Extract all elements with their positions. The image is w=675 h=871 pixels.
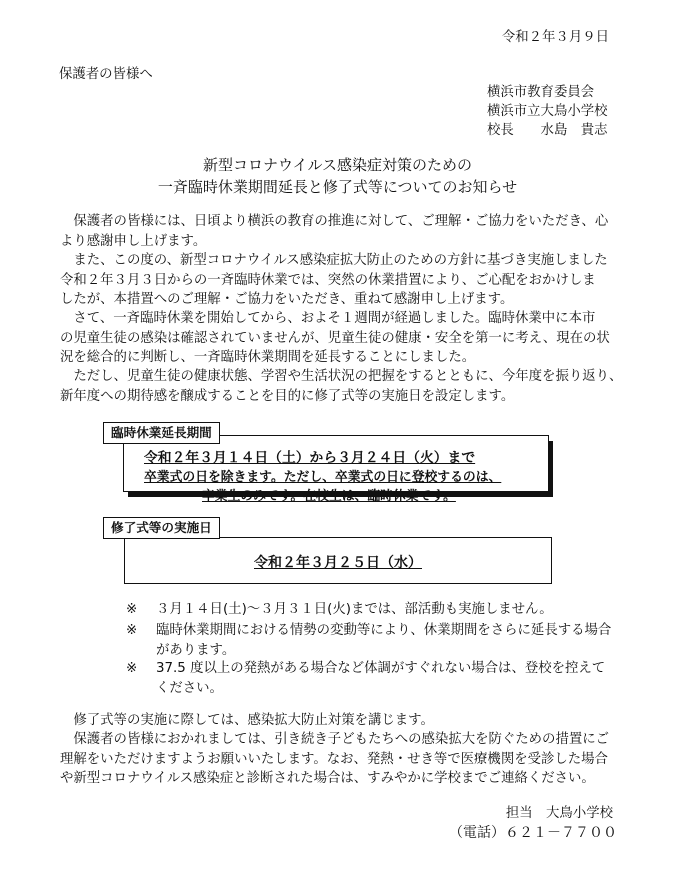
body-line: 保護者の皆様におかれましては、引き続き子どもたちへの感染拡大を防ぐための措置にご [60,732,610,747]
body-line: 令和２年３月３日からの一斉臨時休業では、突然の休業措置により、ご心配をおかけしま [60,272,596,288]
body-line: ただし、児童生徒の健康状態、学習や生活状況の把握をするとともに、今年度を振り返り、 [60,369,623,384]
body-line: 況を総合的に判断し、一斉臨時休業期間を延長することにしました。 [60,350,476,365]
closure-note-line-1: 卒業式の日を除きます。ただし、卒業式の日に登校するのは、 [144,470,502,485]
note-line: があります。 [156,642,236,658]
body-line: 修了式等の実施に際しては、感染拡大防止対策を講じます。 [60,713,434,728]
closure-period: 令和２年３月１４日（土）から３月２４日（火）まで [144,450,476,466]
body-line: の児童生徒の感染は確認されていませんが、児童生徒の健康・安全を第一に考え、現在の状 [60,330,610,346]
body-paragraph-4 [60,367,623,406]
sender-principal: 校長 水島 貴志 [487,123,608,138]
document-date: 令和２年３月９日 [501,30,609,45]
body-line: や新型コロナウイルス感染症と診断された場合は、すみやかに学校までご連絡ください。 [60,771,595,786]
note-mark: ※ [126,602,138,617]
closing-paragraph-1 [60,711,620,731]
body-line: さて、一斉臨時休業を開始してから、およそ１週間が経過しました。臨時休業中に本市 [60,311,596,326]
contact-phone: （電話）６２１－７７００ [449,825,617,841]
closure-period-label: 臨時休業延長期間 [103,422,220,444]
body-line: したが、本措置へのご理解・ご協力をいただき、重ねて感謝申し上げます。 [60,292,514,307]
note-line: ３月１４日(土)～３月３１日(火)までは、部活動も実施しません。 [156,602,553,617]
note-mark: ※ [126,661,138,676]
ceremony-date-label: 修了式等の実施日 [103,517,220,539]
sender-school: 横浜市立大鳥小学校 [487,104,608,119]
body-paragraph-3 [60,309,620,368]
body-paragraph-1 [60,212,620,251]
closure-note-line-2: 卒業生のみです。在校生は、臨時休業です。 [202,489,456,504]
ceremony-date: 令和２年３月２５日（水） [254,555,422,571]
title-line-1: 新型コロナウイルス感染症対策のための [202,156,473,174]
ceremony-box [124,537,552,584]
title-line-2: 一斉臨時休業期間延長と修了式等についてのお知らせ [157,178,518,196]
addressee: 保護者の皆様へ [59,67,153,82]
note-line: 37.5 度以上の発熱がある場合など体調がすぐれない場合は、登校を控えて [156,661,606,676]
body-line: また、この度の、新型コロナウイルス感染症拡大防止のための方針に基づき実施しました [60,253,608,268]
body-line: 新年度への期待感を醸成することを目的に修了式等の実施日を設定します。 [60,388,515,404]
body-paragraph-2 [60,251,620,310]
note-line: ください。 [156,680,223,696]
contact-person: 担当 大鳥小学校 [505,806,613,821]
body-line: 理解をいただけますようお願いいたします。なお、発熱・せき等で医療機関を受診した場合 [60,751,608,767]
body-line: より感謝申し上げます。 [60,233,207,249]
note-line: 臨時休業期間における情勢の変動等により、休業期間をさらに延長する場合 [156,623,612,638]
closing-paragraph-2 [60,730,620,789]
note-mark: ※ [126,623,138,638]
body-line: 保護者の皆様には、日頃より横浜の教育の推進に対して、ご理解・ご協力をいただき、心 [60,214,609,229]
sender-org: 横浜市教育委員会 [487,85,595,100]
